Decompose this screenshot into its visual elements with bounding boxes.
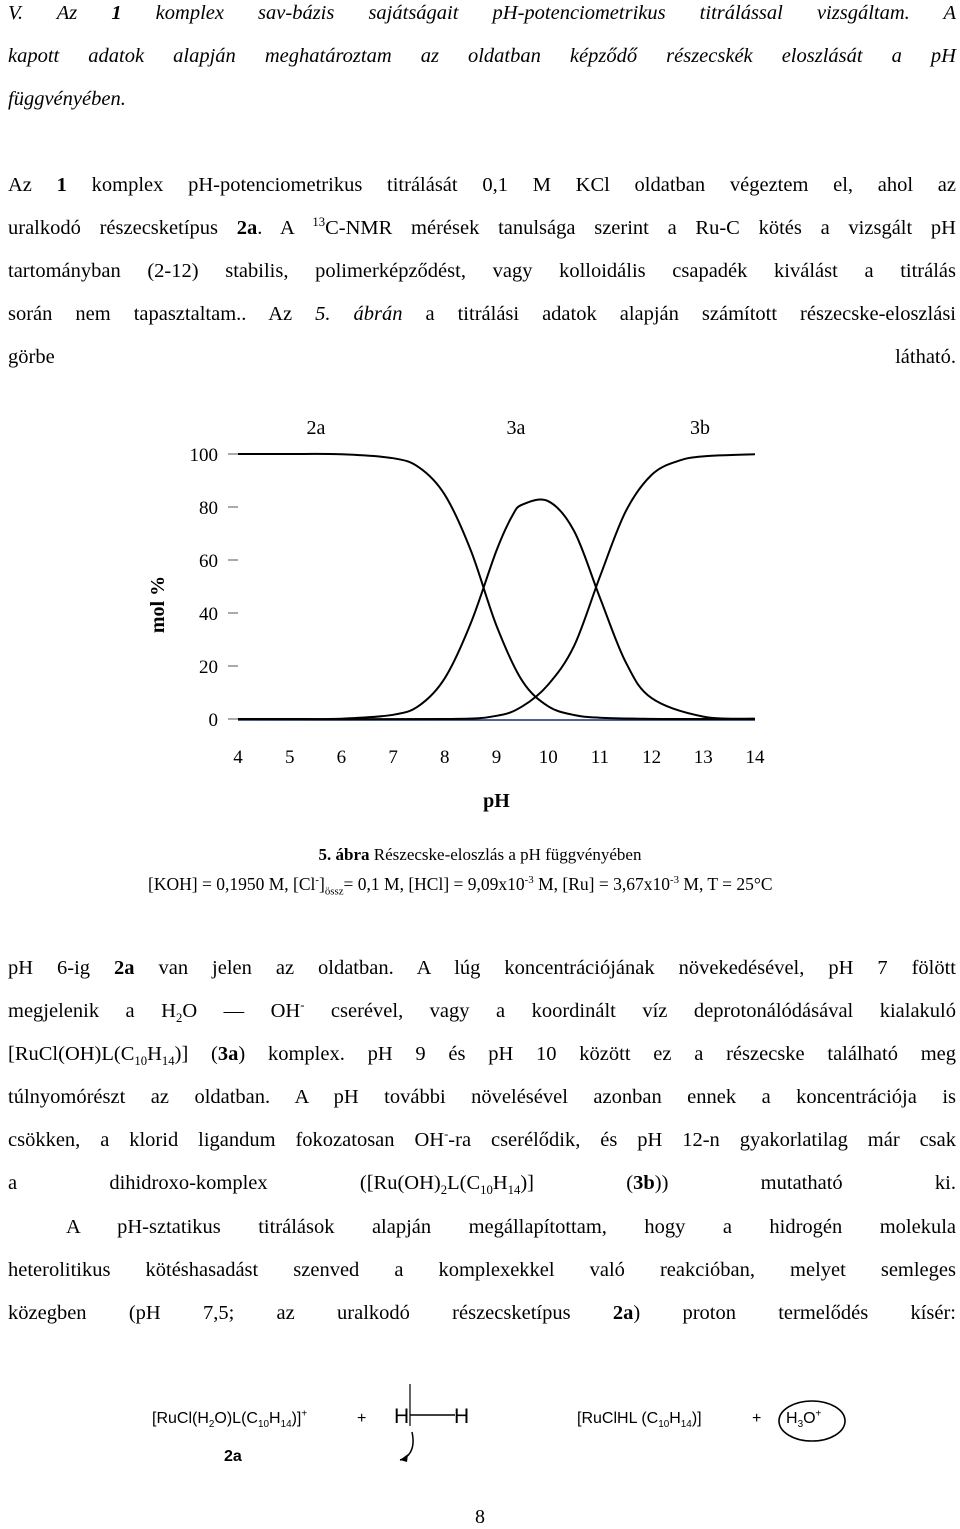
series-label-3b: 3b: [690, 417, 710, 439]
p1-line-3: tartományban (2-12) stabilis, polimerképződést, vagy kolloidális csapadék kiválást a titrálás: [8, 260, 956, 282]
titration-conditions: [KOH] = 0,1950 M, $[Cl^-]_{össz}= 0,1$ M, $[HCl] = 9,09x10^{-3}$ M, $[Ru] = 3,67x10^{-3}$ M, T = 25°C: [148, 874, 773, 898]
series-line-3a: [238, 500, 755, 720]
intro-line-1: V. Az 1 komplex sav-bázis sajátságait pH-potenciometrikus titrálással vizsgáltam. A: [8, 2, 957, 24]
arrow-head-icon: [400, 1454, 408, 1462]
p2-line-1: pH 6-ig 2a van jelen az oldatban. A lúg koncentrációjának növekedésével, pH 7 fölött: [8, 957, 956, 979]
x-axis-title: pH: [483, 790, 510, 812]
series-line-2a: [238, 454, 755, 719]
x-tick-label: 7: [388, 747, 398, 768]
series-line-3b: [238, 454, 755, 719]
y-tick-label: 100: [189, 445, 218, 466]
y-tick-label: 40: [199, 604, 218, 625]
x-tick-label: 11: [590, 747, 610, 768]
series-label-3a: 3a: [506, 417, 526, 439]
intro-paragraph: [8, 0, 956, 121]
paragraph-1: [8, 164, 956, 379]
p2-line-6: a dihidroxo-komplex ($[Ru(OH)_2L(C_{10}H_{14})]$ (3b)) mutatható ki.: [8, 1172, 956, 1198]
p1-line-5: görbe látható.: [8, 346, 956, 368]
y-tick-label: 20: [199, 657, 218, 678]
y-tick-label: 0: [208, 710, 218, 731]
series-label-2a: 2a: [306, 417, 326, 439]
p3-line-3: közegben (pH 7,5; az uralkodó részecsketípus 2a) proton termelődés kísér:: [8, 1302, 956, 1324]
x-tick-label: 10: [538, 747, 558, 768]
plus-sign-1: +: [357, 1410, 367, 1427]
p3-line-2: heterolitikus kötéshasadást szenved a komplexekkel való reakcióban, melyet semleges: [8, 1259, 956, 1281]
p2-line-3: $[RuCl(OH)L(C_{10}H_{14})]$ (3a) komplex. pH 9 és pH 10 között ez a részecske található meg: [8, 1043, 956, 1069]
y-axis-title: mol %: [147, 575, 169, 634]
p2-line-2: megjelenik a $H_2O$ — OH- cserével, vagy a koordinált víz deprotonálódásával kialakuló: [8, 998, 957, 1026]
x-tick-label: 13: [693, 747, 713, 768]
paragraph-3: [8, 1206, 956, 1335]
product-complex: [RuClHL $(C_{10}H_{14})$]: [577, 1410, 702, 1431]
hydronium-circle: [776, 1398, 848, 1444]
reactant-complex: $[RuCl(H_2O)L(C_{10}H_{14})]^+$: [152, 1408, 308, 1431]
y-tick-label: 80: [199, 498, 218, 519]
y-tick-label: 60: [199, 551, 218, 572]
p3-line-1: A pH-sztatikus titrálások alapján megállapítottam, hogy a hidrogén molekula: [66, 1216, 956, 1238]
hydrogen-left: H: [394, 1405, 410, 1428]
x-tick-label: 14: [745, 747, 765, 768]
hydrogen-right: H: [454, 1405, 470, 1428]
intro-line-3: függvényében.: [8, 88, 126, 110]
reactant-label: 2a: [224, 1448, 242, 1465]
bond-cleavage-drawing: [380, 1380, 490, 1465]
paragraph-2: [8, 947, 956, 1205]
x-tick-label: 5: [284, 747, 295, 768]
p1-line-4: során nem tapasztaltam.. Az 5. ábrán a titrálási adatok alapján számított részecske-eloszlási: [8, 303, 956, 325]
x-tick-label: 12: [642, 747, 662, 768]
plus-sign-2: +: [752, 1410, 762, 1427]
figure-caption: 5. ábra Részecske-eloszlás a pH függvényében: [318, 845, 642, 864]
x-tick-label: 4: [233, 747, 243, 768]
p2-line-4: túlnyomórészt az oldatban. A pH további növelésével azonban ennek a koncentrációja is: [8, 1086, 956, 1108]
x-tick-label: 8: [440, 747, 450, 768]
hydronium-ion: $H_3O^+$: [786, 1408, 822, 1431]
intro-line-2: kapott adatok alapján meghatároztam az oldatban képződő részecskék eloszlását a pH: [8, 45, 956, 67]
chart-curves: [238, 454, 755, 719]
species-distribution-chart: [0, 400, 960, 830]
x-tick-label: 6: [336, 747, 347, 768]
x-tick-label: 9: [491, 747, 502, 768]
p1-line-1: Az 1 komplex pH-potenciometrikus titrálását 0,1 M KCl oldatban végeztem el, ahol az: [8, 174, 957, 196]
p2-line-5: csökken, a klorid ligandum fokozatosan OH--ra cserélődik, és pH 12-n gyakorlatilag már csak: [8, 1127, 957, 1151]
p1-line-2: uralkodó részecsketípus 2a. A $^{13}$C-NMR mérések tanulsága szerint a Ru-C kötés a vizsgált pH: [8, 215, 956, 239]
page-number: 8: [475, 1506, 485, 1528]
